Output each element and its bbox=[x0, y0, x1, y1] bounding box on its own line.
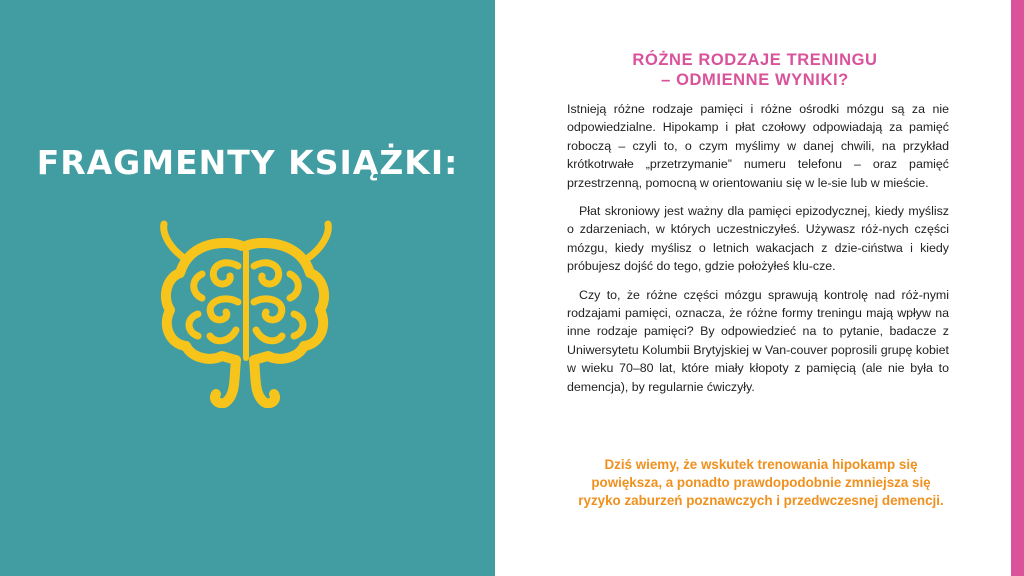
highlight-quote: Dziś wiemy, że wskutek trenowania hipokamp się powiększa, a ponadto prawdopodobnie zmniejsza się ryzyko zaburzeń poznawczych i przedwczesnej demencji. bbox=[578, 457, 944, 508]
article-body bbox=[567, 100, 949, 406]
left-panel bbox=[0, 0, 495, 576]
section-title: FRAGMENTY KSIĄŻKI: bbox=[36, 143, 459, 182]
heading-line-2: – ODMIENNE WYNIKI? bbox=[661, 71, 849, 89]
paragraph-3: Czy to, że różne części mózgu sprawują kontrolę nad róż-nymi rodzajami pamięci, oznacza, że różne formy treningu mają wpływ na inne rodzaje pamięci? By odpowiedzieć na to pytanie, badacze z Uniwersytetu Kolumbii Brytyjskiej w Van-couver poprosili grupę kobiet w wieku 70–80 lat, które miały kłopoty z pamięcią (ale nie była to demencja), by regularnie ćwiczyły. bbox=[567, 287, 949, 394]
paragraph-2: Płat skroniowy jest ważny dla pamięci epizodycznej, kiedy myślisz o zdarzeniach, w których uczestniczyłeś. Używasz róż-nych części mózgu, kiedy myślisz o letnich wakacjach z dzie-ciństwa i kiedy próbujesz dojść do tego, gdzie położyłeś klu-cze. bbox=[567, 204, 949, 274]
heading-line-1: RÓŻNE RODZAJE TRENINGU bbox=[632, 51, 878, 69]
paragraph-1: Istnieją różne rodzaje pamięci i różne ośrodki mózgu są za nie odpowiedzialne. Hipokamp i płat czołowy odpowiadają za pamięć roboczą – czyli to, o czym myślimy w danej chwili, na przykład krótkotrwałe „przetrzymanie” numeru telefonu – oraz pamięć przestrzenną, pomocną w orientowaniu się w le-sie lub w mieście. bbox=[567, 102, 949, 190]
accent-bar bbox=[1011, 0, 1024, 576]
brain-icon bbox=[150, 218, 342, 408]
article-heading bbox=[560, 50, 950, 90]
